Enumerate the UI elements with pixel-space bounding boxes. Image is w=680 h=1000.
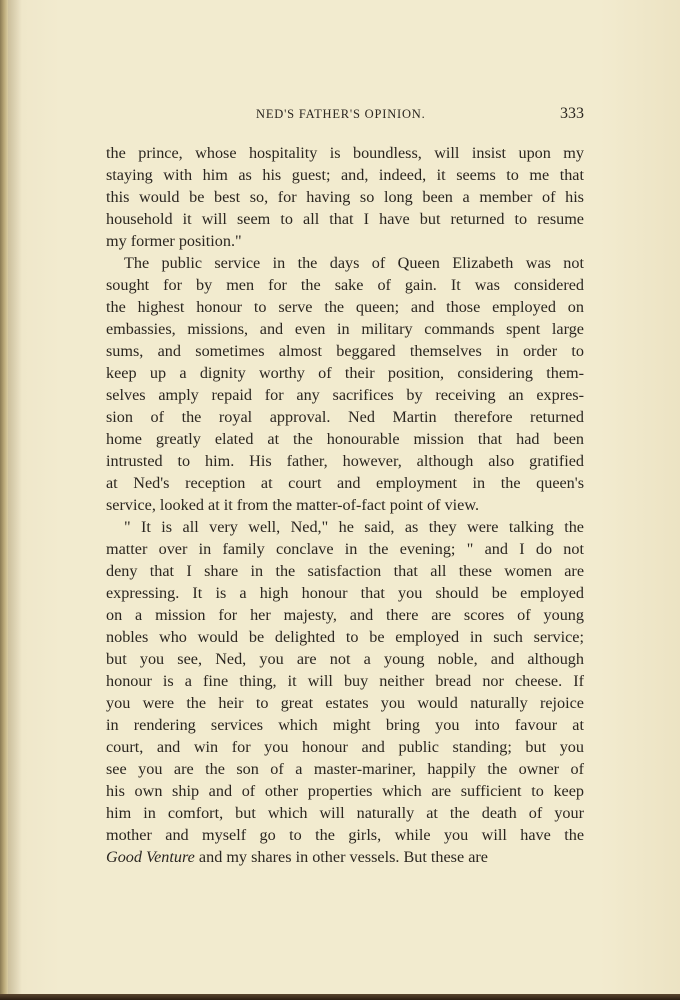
text-line: court, and win for you honour and public standing; but you — [106, 738, 584, 756]
running-title: NED'S FATHER'S OPINION. — [256, 107, 426, 121]
text-line-final — [106, 846, 584, 868]
text-line: The public service in the days of Queen Elizabeth was not — [124, 254, 584, 272]
text-line: nobles who would be delighted to be employed in such service; — [106, 628, 584, 646]
text-line: household it will seem to all that I have but returned to resume — [106, 210, 584, 228]
text-line: my former position." — [106, 232, 242, 250]
text-line: deny that I share in the satisfaction that all these women are — [106, 562, 584, 580]
text-line: sums, and sometimes almost beggared themselves in order to — [106, 342, 584, 360]
page-header — [106, 107, 584, 129]
text-line: in rendering services which might bring you into favour at — [106, 716, 584, 734]
text-line: sought for by men for the sake of gain. It was considered — [106, 276, 584, 294]
text-line: intrusted to him. His father, however, although also gratified — [106, 452, 584, 470]
text-line: but you see, Ned, you are not a young noble, and although — [106, 650, 584, 668]
book-spine — [0, 0, 8, 1000]
ship-name: Good Venture — [106, 848, 195, 866]
text-line: mother and myself go to the girls, while you will have the — [106, 826, 584, 844]
text-line: honour is a fine thing, it will buy neither bread nor cheese. If — [106, 672, 584, 690]
text-line: matter over in family conclave in the evening; " and I do not — [106, 540, 584, 558]
text-line: keep up a dignity worthy of their position, considering them- — [106, 364, 584, 382]
text-line: you were the heir to great estates you would naturally rejoice — [106, 694, 584, 712]
text-line: the prince, whose hospitality is boundless, will insist upon my — [106, 144, 584, 162]
text-line: selves amply repaid for any sacrifices by receiving an expres- — [106, 386, 584, 404]
text-line: home greatly elated at the honourable mission that had been — [106, 430, 584, 448]
text-line: his own ship and of other properties which are sufficient to keep — [106, 782, 584, 800]
page-number: 333 — [560, 105, 584, 122]
text-line: staying with him as his guest; and, indeed, it seems to me that — [106, 166, 584, 184]
spine-shadow — [8, 0, 22, 1000]
text-line: at Ned's reception at court and employment in the queen's — [106, 474, 584, 492]
text-line: embassies, missions, and even in military commands spent large — [106, 320, 584, 338]
text-line: see you are the son of a master-mariner, happily the owner of — [106, 760, 584, 778]
text-line: " It is all very well, Ned," he said, as they were talking the — [124, 518, 584, 536]
text-line: on a mission for her majesty, and there are scores of young — [106, 606, 584, 624]
text-line: sion of the royal approval. Ned Martin therefore returned — [106, 408, 584, 426]
final-line-rest: and my shares in other vessels. But these are — [194, 848, 488, 866]
text-line: the highest honour to serve the queen; and those employed on — [106, 298, 584, 316]
body-text — [106, 142, 584, 868]
text-line: expressing. It is a high honour that you should be employed — [106, 584, 584, 602]
text-line: him in comfort, but which will naturally at the death of your — [106, 804, 584, 822]
page-bottom-edge — [0, 994, 680, 1000]
text-line: service, looked at it from the matter-of-fact point of view. — [106, 496, 480, 514]
text-line: this would be best so, for having so long been a member of his — [106, 188, 584, 206]
